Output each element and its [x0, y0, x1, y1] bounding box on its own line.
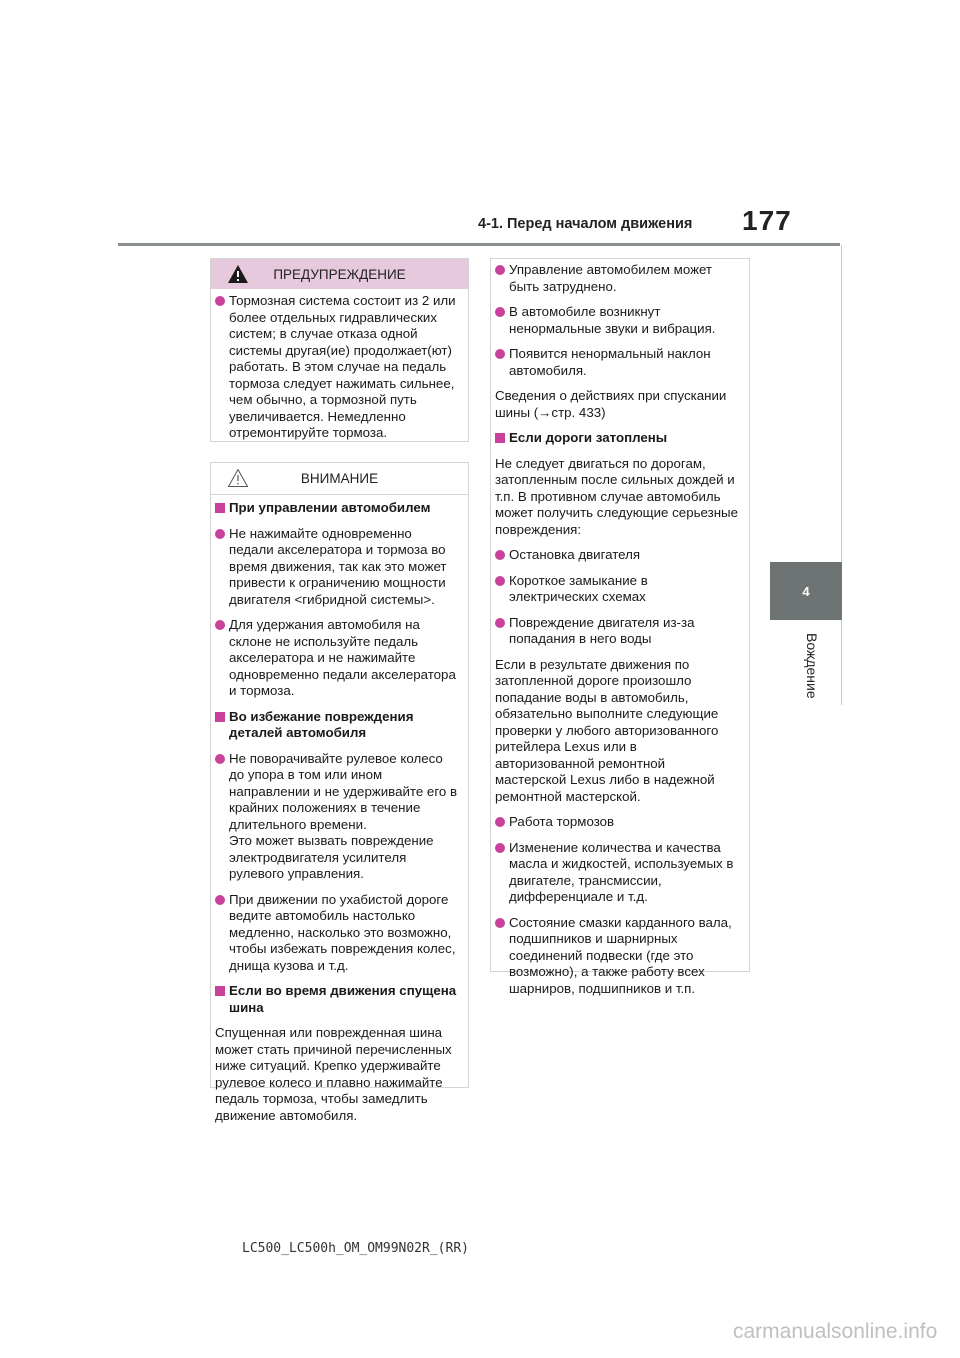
caution-box — [210, 462, 469, 1123]
bullet-item: Управление автомобилем может быть затруднено. — [495, 262, 739, 295]
bullet-item: При движении по ухабистой дороге ведите автомобиль настолько медленно, насколько это возможно, чтобы избежать повреждения колес, днища кузова и т.д. — [215, 892, 458, 975]
bullet-item: Короткое замыкание в электрических схемах — [495, 573, 739, 606]
chapter-tab[interactable]: 4 — [770, 562, 842, 620]
caution-heading: ВНИМАНИЕ — [300, 471, 379, 486]
paragraph: Сведения о действиях при спускании шины (→стр. 433) — [495, 388, 727, 420]
subheading: При управлении автомобилем — [215, 500, 458, 517]
bullet-item: Изменение количества и качества масла и жидкостей, используемых в двигателе, трансмиссии, дифференциале и т.д. — [495, 840, 739, 906]
document-code: LC500_LC500h_OM_OM99N02R_(RR) — [242, 1241, 469, 1256]
warning-box — [210, 258, 469, 442]
bullet-item: Повреждение двигателя из-за попадания в него воды — [495, 615, 739, 648]
subheading: Если во время движения спущена шина — [215, 983, 458, 1016]
caution-triangle-icon — [227, 468, 249, 491]
bullet-item: Работа тормозов — [495, 814, 739, 831]
warning-content — [211, 289, 468, 442]
caution-box-continued — [490, 258, 750, 996]
paragraph: Если в результате движения по затопленной дороге произошло попадание воды в автомобиль, обязательно выполните следующие проверки у любого авторизованного ритейлера Lexus или в авторизованной ремонтной мастерской Lexus либо в надежной ремонтной мастерской. — [495, 656, 719, 804]
paragraph: Не следует двигаться по дорогам, затопленным после сильных дождей и т.п. В противном случае автомобиль может получить следующие серьезные повреждения: — [495, 455, 739, 537]
subheading: Если дороги затоплены — [495, 430, 739, 447]
bullet-item: Для удержания автомобиля на склоне не используйте педаль акселератора и не нажимайте одновременно педали акселератора и тормоза. — [215, 617, 458, 700]
bullet-item: Появится ненормальный наклон автомобиля. — [495, 346, 739, 379]
bullet-item: Состояние смазки карданного вала, подшипников и шарнирных соединений подвески (где это возможно), а также работу всех шарниров, подшипников и т.п. — [495, 915, 739, 998]
caution-header — [211, 463, 468, 495]
subheading: Во избежание повреждения деталей автомобиля — [215, 709, 458, 742]
warning-heading: ПРЕДУПРЕЖДЕНИЕ — [273, 266, 406, 282]
bullet-item: Не нажимайте одновременно педали акселератора и тормоза во время движения, так как это может привести к ограничению мощности двигателя <гибридной системы>. — [215, 526, 458, 609]
caution-content — [211, 495, 468, 1124]
bullet-item: В автомобиле возникнут ненормальные звуки и вибрация. — [495, 304, 739, 337]
header-divider — [118, 243, 840, 246]
chapter-label: Вождение — [804, 633, 820, 699]
bullet-item: Остановка двигателя — [495, 547, 739, 564]
watermark: carmanualsonline.info — [733, 1320, 938, 1343]
bullet-item: Тормозная система состоит из 2 или более отдельных гидравлических систем; в случае отказа одной системы другая(ие) продолжает(ют) работать. В этом случае на педаль тормоза следует нажимать сильнее, чем обычно, а тормозной путь увеличивается. Немедленно отремонтируйте тормоза. — [215, 293, 458, 442]
page-number: 177 — [742, 205, 792, 236]
continued-content — [491, 259, 749, 997]
side-divider — [841, 245, 842, 705]
section-title: 4-1. Перед началом движения — [478, 216, 693, 232]
warning-header — [211, 259, 468, 289]
bullet-item: Не поворачивайте рулевое колесо до упора в том или ином направлении и не удерживайте его в крайних положениях в течение длительного времени. Это может вызвать повреждение электродвигателя усилителя рулевого управления. — [215, 751, 458, 883]
warning-triangle-icon — [227, 264, 249, 287]
paragraph: Спущенная или поврежденная шина может стать причиной перечисленных ниже ситуаций. Крепко удерживайте рулевое колесо и плавно нажимайте педаль тормоза, чтобы замедлить движение автомобиля. — [215, 1025, 452, 1123]
